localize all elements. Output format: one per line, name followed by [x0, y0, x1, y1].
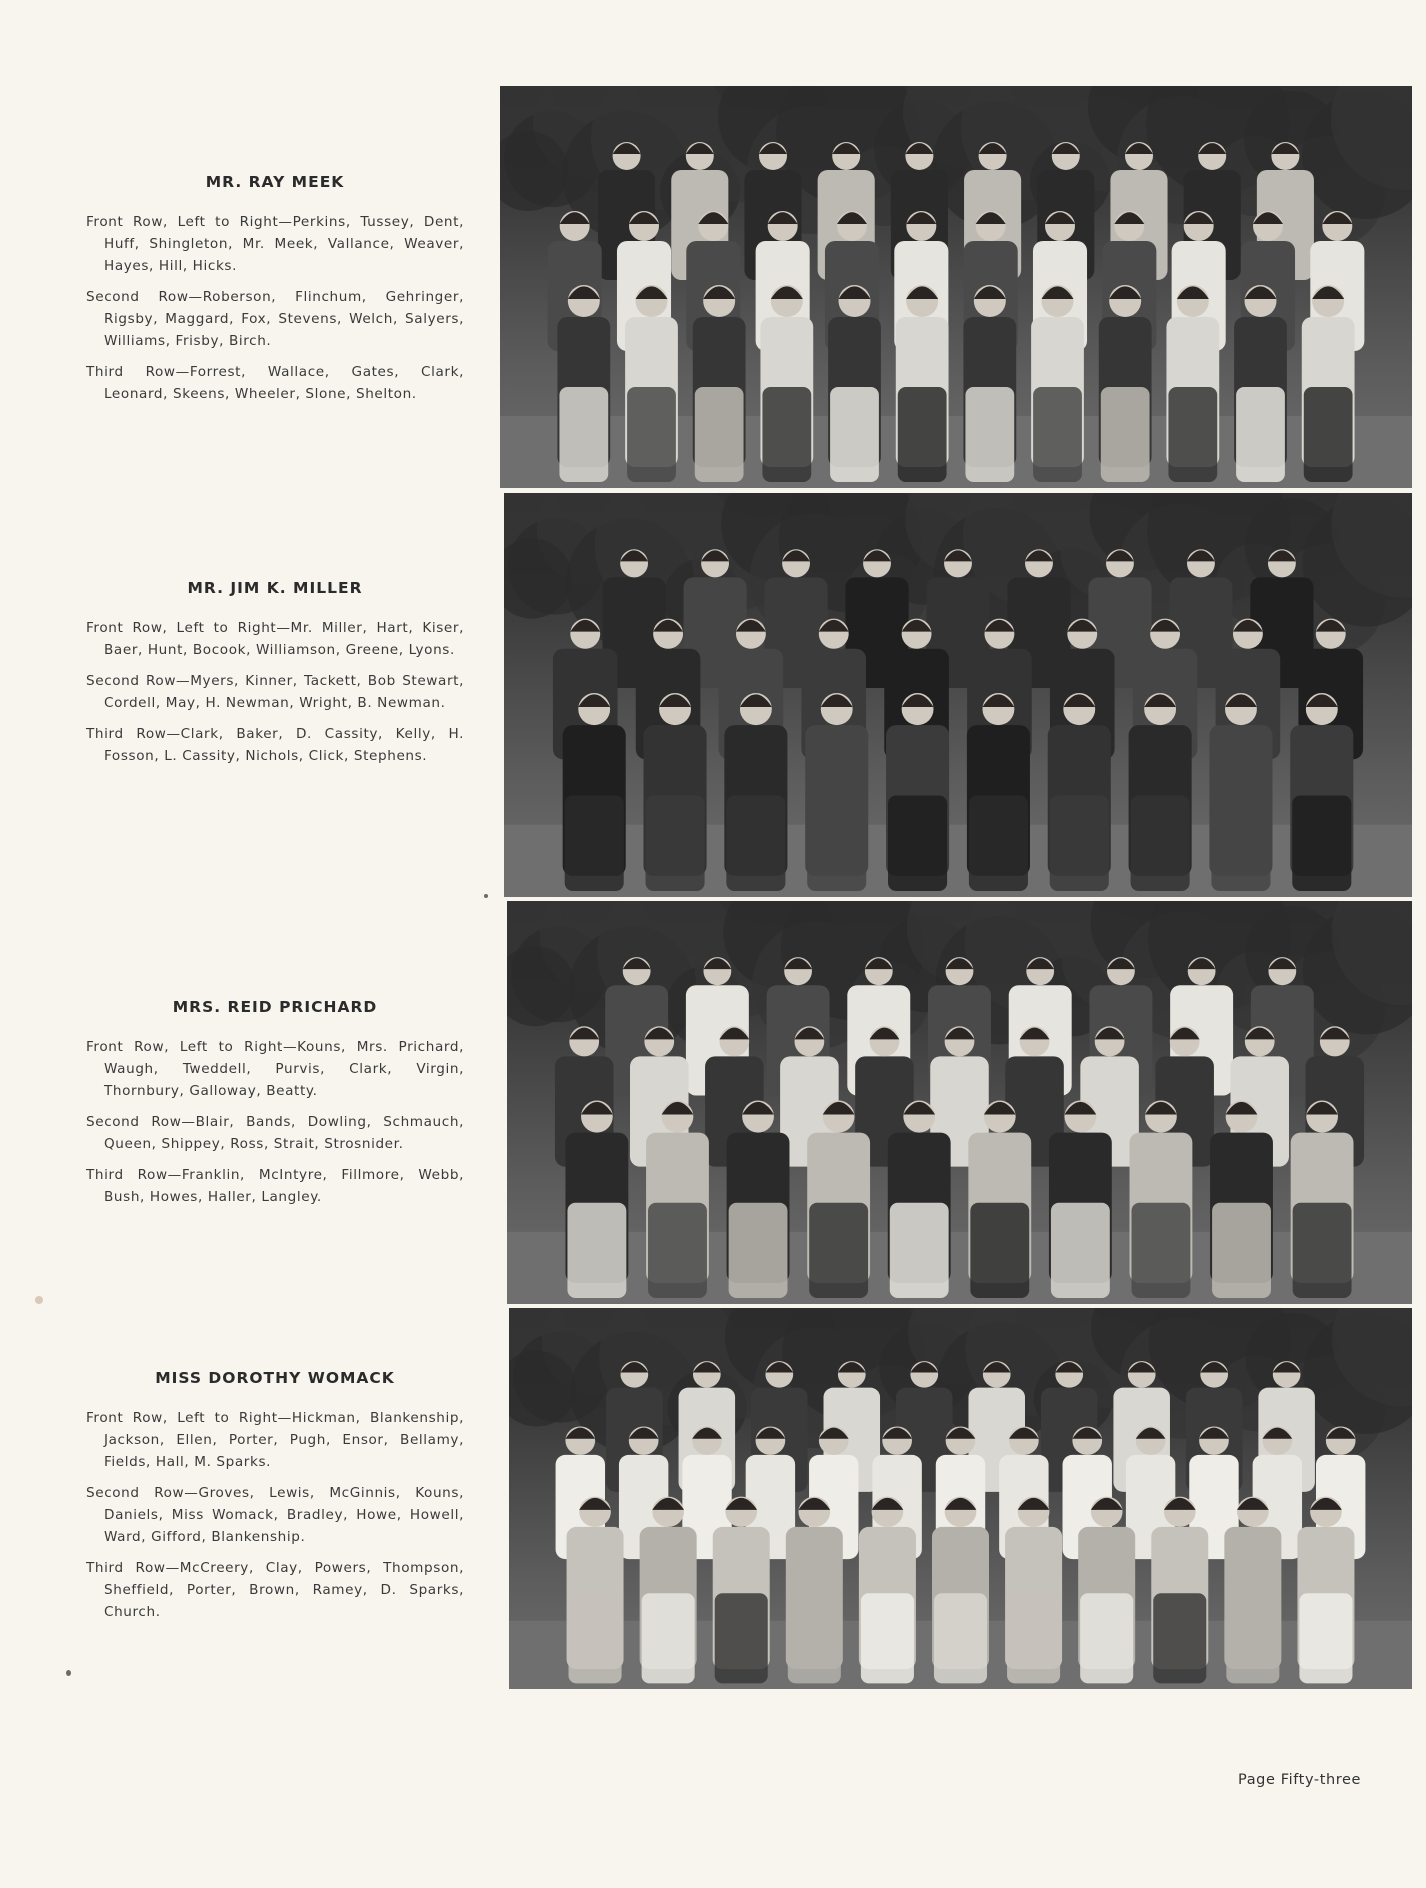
- person-lap: [1292, 795, 1351, 890]
- person-lap: [809, 1203, 868, 1298]
- caption-prichard: [86, 998, 464, 1217]
- person-lap: [1211, 795, 1270, 890]
- person-lap: [1051, 1203, 1110, 1298]
- person-lap: [627, 387, 676, 482]
- person-lap: [1033, 387, 1082, 482]
- person-lap: [695, 387, 744, 482]
- person-lap: [1153, 1593, 1206, 1683]
- teacher-name: MISS DOROTHY WOMACK: [155, 1369, 395, 1387]
- person-lap: [830, 387, 879, 482]
- person-lap: [1007, 1593, 1060, 1683]
- person-lap: [559, 387, 608, 482]
- person-lap: [726, 795, 785, 890]
- second-row-names: Second Row—Groves, Lewis, McGinnis, Kouns, Daniels, Miss Womack, Bradley, Howe, Howell, Ward, Gifford, Blankenship.: [86, 1485, 464, 1545]
- class-photo-drawing: [507, 901, 1412, 1304]
- second-row-names: Second Row—Myers, Kinner, Tackett, Bob Stewart, Cordell, May, H. Newman, Wright, B. Newman.: [86, 673, 464, 711]
- person-lap: [646, 795, 705, 890]
- teacher-name: MR. JIM K. MILLER: [187, 579, 363, 597]
- print-speck: [35, 1296, 43, 1304]
- front-row-names: Front Row, Left to Right—Perkins, Tussey, Dent, Huff, Shingleton, Mr. Meek, Vallance, Weaver, Hayes, Hill, Hicks.: [86, 214, 464, 274]
- teacher-name: MRS. REID PRICHARD: [172, 998, 378, 1016]
- person-lap: [1131, 795, 1190, 890]
- person-lap: [970, 1203, 1029, 1298]
- third-row-names: Third Row—Clark, Baker, D. Cassity, Kelly, H. Fosson, L. Cassity, Nichols, Click, Stephens.: [86, 726, 464, 764]
- person-lap: [1080, 1593, 1133, 1683]
- person-lap: [567, 1203, 626, 1298]
- person-lap: [565, 795, 624, 890]
- print-speck: [484, 894, 488, 898]
- ground: [504, 825, 1412, 897]
- person-lap: [1101, 387, 1150, 482]
- person-lap: [648, 1203, 707, 1298]
- person-lap: [965, 387, 1014, 482]
- person-lap: [1132, 1203, 1191, 1298]
- class-photo-womack: [509, 1308, 1412, 1689]
- second-row-names: Second Row—Roberson, Flinchum, Gehringer, Rigsby, Maggard, Fox, Stevens, Welch, Salyers, Williams, Frisby, Birch.: [86, 289, 464, 349]
- person-lap: [1236, 387, 1285, 482]
- person-lap: [898, 387, 947, 482]
- front-row-names: Front Row, Left to Right—Mr. Miller, Hart, Kiser, Baer, Hunt, Bocook, Williamson, Greene, Lyons.: [86, 620, 464, 658]
- person-lap: [890, 1203, 949, 1298]
- person-lap: [1226, 1593, 1279, 1683]
- person-lap: [934, 1593, 987, 1683]
- person-lap: [569, 1593, 622, 1683]
- person-lap: [729, 1203, 788, 1298]
- second-row-names: Second Row—Blair, Bands, Dowling, Schmauch, Queen, Shippey, Ross, Strait, Strosnider.: [86, 1114, 464, 1152]
- person-lap: [861, 1593, 914, 1683]
- person-lap: [1168, 387, 1217, 482]
- third-row-names: Third Row—Forrest, Wallace, Gates, Clark, Leonard, Skeens, Wheeler, Slone, Shelton.: [86, 364, 464, 402]
- person-lap: [969, 795, 1028, 890]
- class-photo-prichard: [507, 901, 1412, 1304]
- person-lap: [715, 1593, 768, 1683]
- teacher-name: MR. RAY MEEK: [205, 173, 345, 191]
- caption-meek: [86, 173, 464, 414]
- front-row-names: Front Row, Left to Right—Kouns, Mrs. Prichard, Waugh, Tweddell, Purvis, Clark, Virgin, Thornbury, Galloway, Beatty.: [86, 1039, 464, 1099]
- class-photo-drawing: [504, 493, 1412, 897]
- person-lap: [762, 387, 811, 482]
- caption-miller: [86, 579, 464, 776]
- person-lap: [1212, 1203, 1271, 1298]
- caption-womack: [86, 1369, 464, 1632]
- person-lap: [807, 795, 866, 890]
- person-lap: [788, 1593, 841, 1683]
- class-photo-miller: [504, 493, 1412, 897]
- ground: [507, 1232, 1412, 1304]
- third-row-names: Third Row—McCreery, Clay, Powers, Thompson, Sheffield, Porter, Brown, Ramey, D. Sparks, Church.: [86, 1560, 464, 1620]
- third-row-names: Third Row—Franklin, McIntyre, Fillmore, Webb, Bush, Howes, Haller, Langley.: [86, 1167, 464, 1205]
- class-photo-drawing: [509, 1308, 1412, 1689]
- person-lap: [642, 1593, 695, 1683]
- page-number: Page Fifty-three: [1238, 1772, 1362, 1788]
- person-lap: [1050, 795, 1109, 890]
- front-row-names: Front Row, Left to Right—Hickman, Blankenship, Jackson, Ellen, Porter, Pugh, Ensor, Bellamy, Fields, Hall, M. Sparks.: [86, 1410, 464, 1470]
- class-photo-meek: [500, 86, 1412, 488]
- person-lap: [888, 795, 947, 890]
- print-speck: [66, 1670, 71, 1676]
- person-lap: [1293, 1203, 1352, 1298]
- class-photo-drawing: [500, 86, 1412, 488]
- person-lap: [1299, 1593, 1352, 1683]
- person-lap: [1304, 387, 1353, 482]
